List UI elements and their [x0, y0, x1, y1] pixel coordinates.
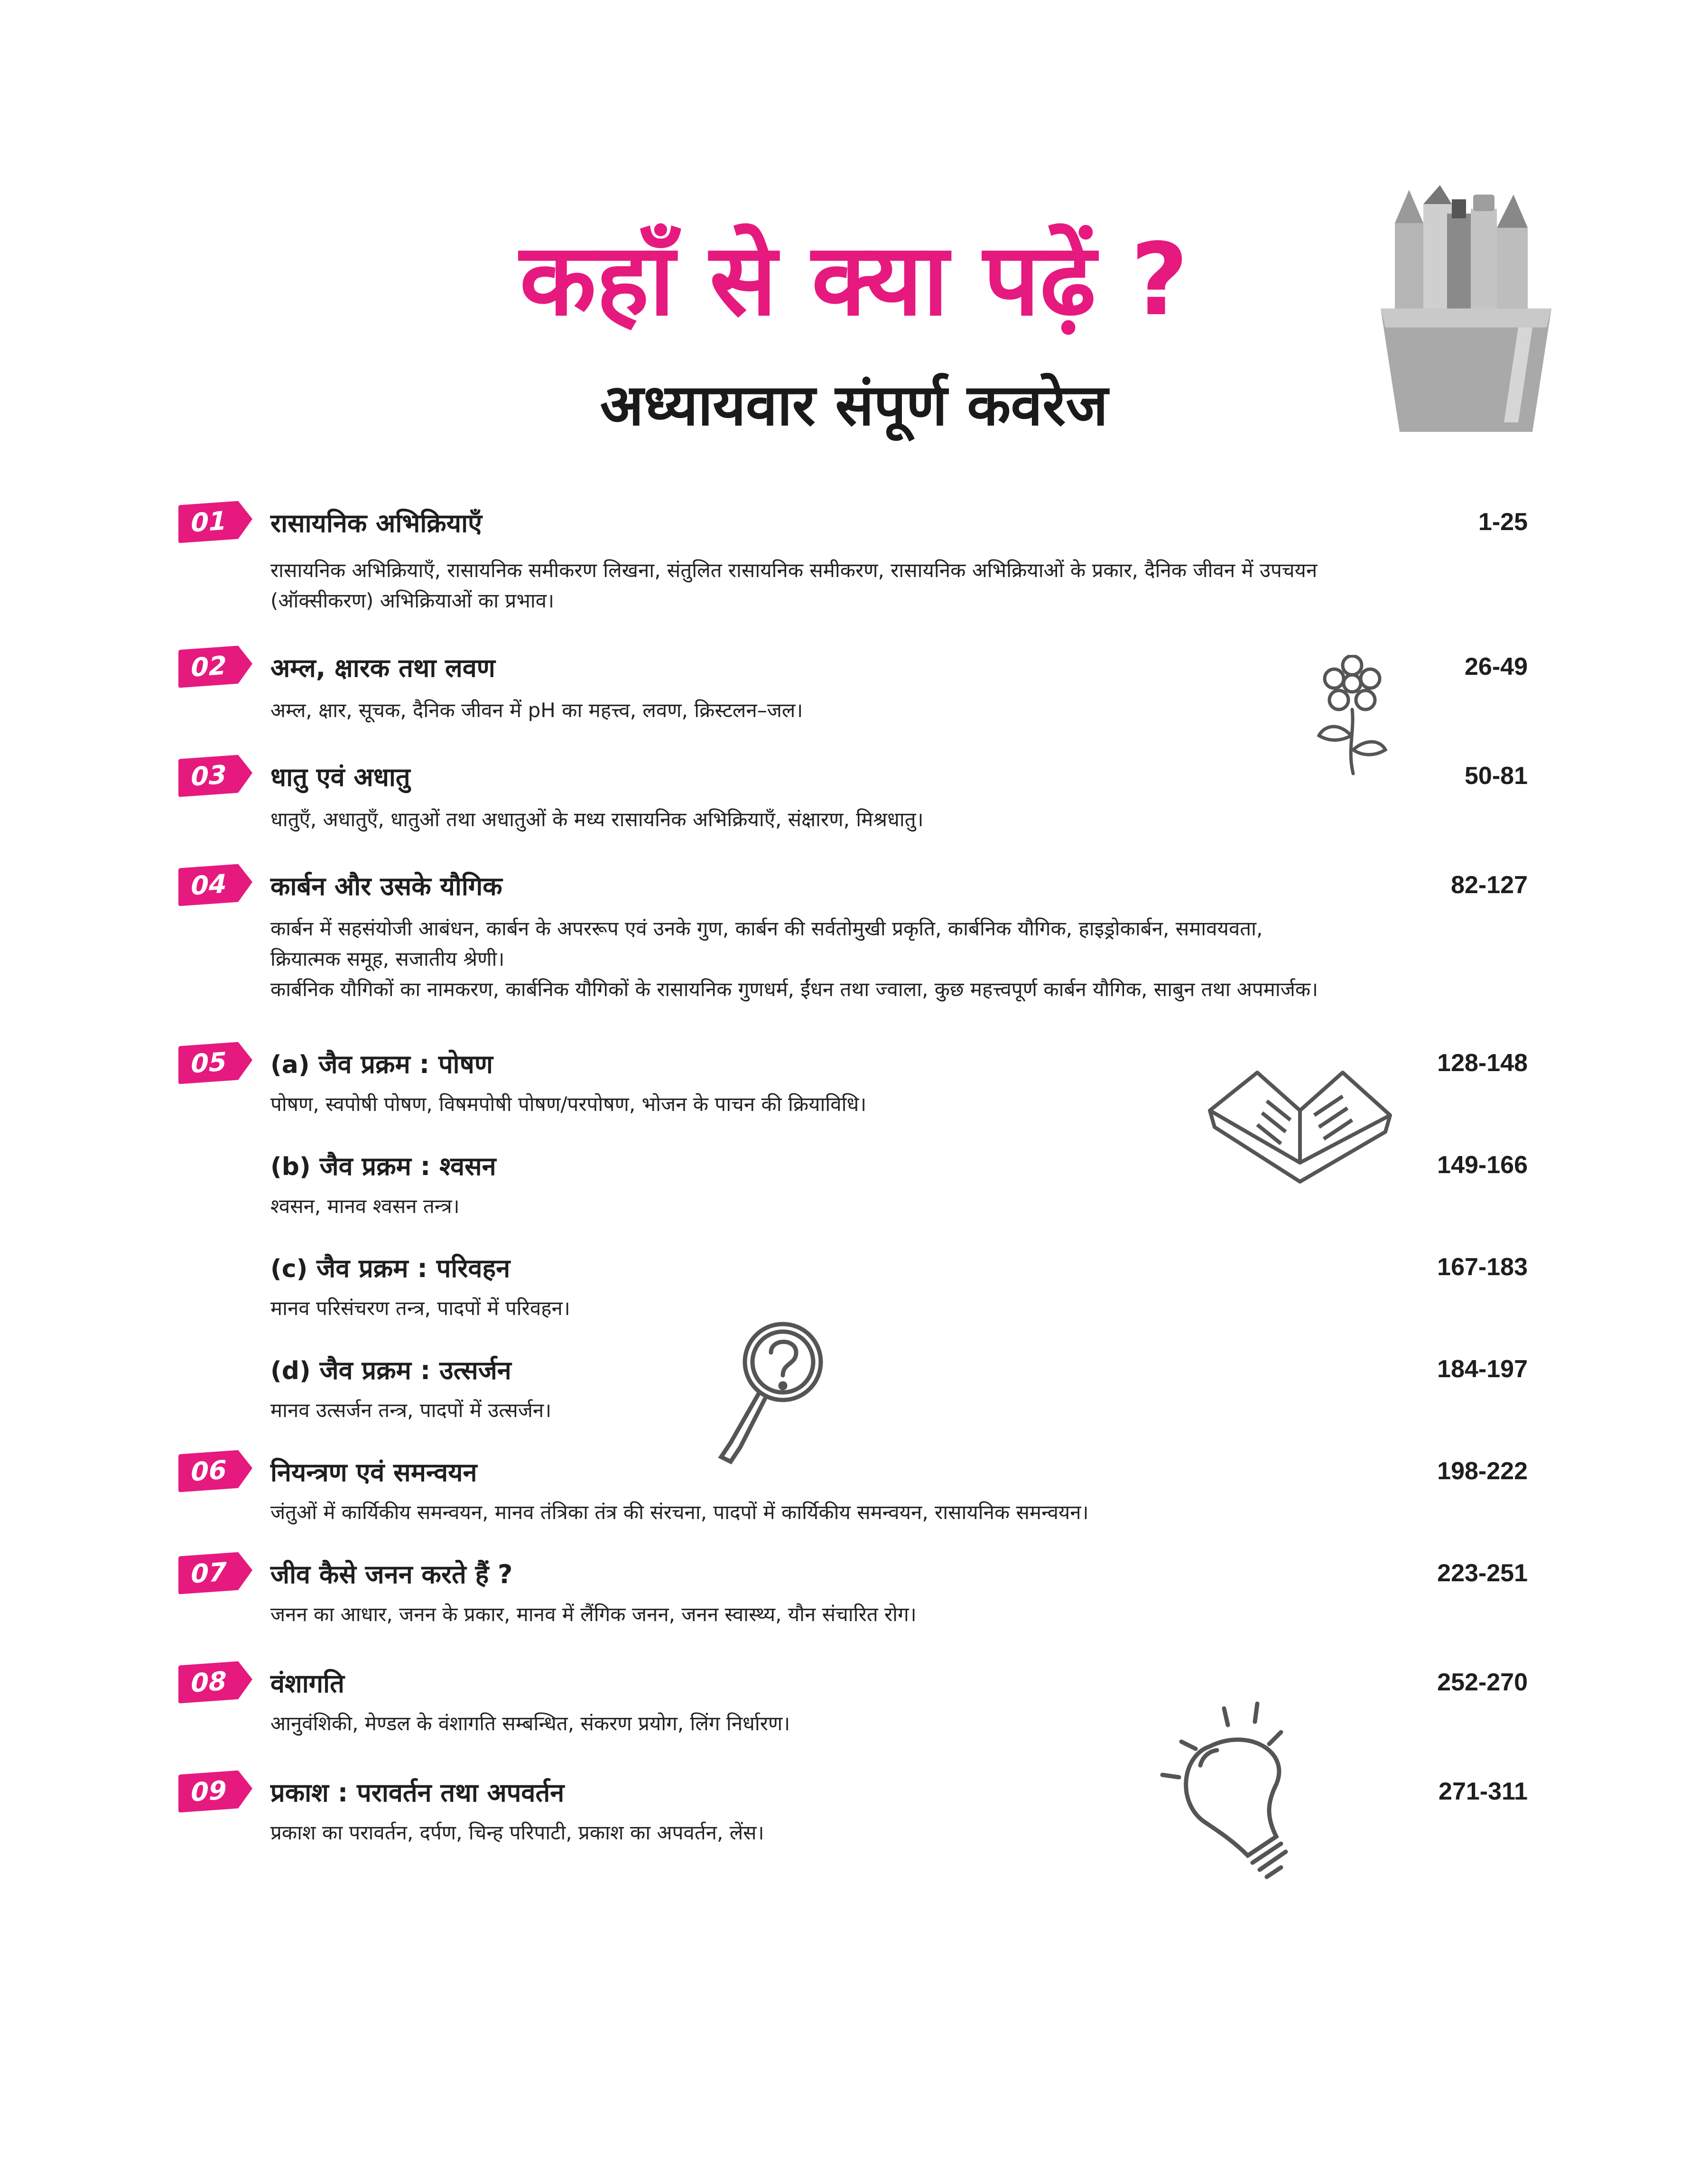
page-title: कहाँ से क्या पढ़ें ? [520, 222, 1188, 338]
section-pages: 149-166 [1437, 1151, 1528, 1179]
chapter-topics: क्रियात्मक समूह, सजातीय श्रेणी। [270, 947, 505, 970]
chapter-pages: 252-270 [1437, 1669, 1528, 1696]
chapter-title: अम्ल, क्षारक तथा लवण [270, 653, 495, 683]
chapter-topics: धातुएँ, अधातुएँ, धातुओं तथा अधातुओं के मध्य रासायनिक अभिक्रियाएँ, संक्षारण, मिश्रधातु। [270, 808, 924, 831]
chapter-pages: 271-311 [1439, 1778, 1528, 1805]
chapter-title: जीव कैसे जनन करते हैं ? [270, 1559, 513, 1589]
chapter-number-badge: 03 [178, 755, 239, 797]
chapter-pages: 223-251 [1437, 1559, 1528, 1587]
chapter-title: कार्बन और उसके यौगिक [270, 871, 502, 901]
chapter-title: प्रकाश : परावर्तन तथा अपवर्तन [270, 1778, 565, 1808]
chapter-topics: प्रकाश का परावर्तन, दर्पण, चिन्ह परिपाटी, प्रकाश का अपवर्तन, लेंस। [270, 1821, 764, 1844]
chapter-pages: 1-25 [1478, 508, 1528, 536]
chapter-number-badge: 05 [178, 1042, 239, 1084]
chapter-topics: आनुवंशिकी, मेण्डल के वंशागति सम्बन्धित, संकरण प्रयोग, लिंग निर्धारण। [270, 1712, 790, 1735]
chapter-title: नियन्त्रण एवं समन्वयन [270, 1457, 477, 1487]
section-title: (a) जैव प्रक्रम : पोषण [270, 1049, 493, 1079]
chapter-title: धातु एवं अधातु [270, 762, 410, 792]
pencil-cup-icon [1376, 185, 1556, 441]
chapter-topics: जंतुओं में कार्यिकीय समन्वयन, मानव तंत्रिका तंत्र की संरचना, पादपों में कार्यिकीय समन्वयन, रासायनिक समन्वयन। [270, 1501, 1089, 1524]
chapter-number-badge: 06 [178, 1450, 239, 1493]
chapter-title: रासायनिक अभिक्रियाएँ [270, 508, 482, 538]
chapter-topics: रासायनिक अभिक्रियाएँ, रासायनिक समीकरण लिखना, संतुलित रासायनिक समीकरण, रासायनिक अभिक्रियाओं के प्रकार, दैनिक जीवन में उपचयन [270, 559, 1318, 582]
chapter-number-badge: 02 [178, 646, 239, 688]
section-pages: 184-197 [1437, 1355, 1528, 1383]
chapter-topics: कार्बनिक यौगिकों का नामकरण, कार्बनिक यौगिकों के रासायनिक गुणधर्म, ईंधन तथा ज्वाला, कुछ महत्त्वपूर्ण कार्बन यौगिक, साबुन तथा अपमार्जक। [270, 978, 1318, 1001]
section-pages: 128-148 [1437, 1049, 1528, 1077]
section-label: (d) [270, 1357, 311, 1385]
section-title: (c) जैव प्रक्रम : परिवहन [270, 1253, 511, 1283]
section-topics: पोषण, स्वपोषी पोषण, विषमपोषी पोषण/परपोषण, भोजन के पाचन की क्रियाविधि। [270, 1092, 867, 1116]
section-label: (b) [270, 1153, 311, 1181]
chapter-pages: 50-81 [1465, 762, 1528, 790]
chapter-number-badge: 04 [178, 864, 239, 906]
chapter-number-badge: 09 [178, 1771, 239, 1813]
section-topics: मानव परिसंचरण तन्त्र, पादपों में परिवहन। [270, 1297, 570, 1320]
section-label: (a) [270, 1051, 310, 1079]
section-title: (b) जैव प्रक्रम : श्वसन [270, 1151, 496, 1181]
chapter-pages: 26-49 [1465, 653, 1528, 681]
chapter-topics: कार्बन में सहसंयोजी आबंधन, कार्बन के अपररूप एवं उनके गुण, कार्बन की सर्वतोमुखी प्रकृति, कार्बनिक यौगिक, हाइड्रोकार्बन, समावयवता, [270, 917, 1263, 940]
chapter-number-badge: 08 [178, 1661, 239, 1704]
chapter-number-badge: 01 [178, 501, 239, 543]
section-pages: 167-183 [1437, 1253, 1528, 1281]
chapter-pages: 198-222 [1437, 1457, 1528, 1485]
chapter-topics: अम्ल, क्षार, सूचक, दैनिक जीवन में pH का महत्त्व, लवण, क्रिस्टलन–जल। [270, 699, 803, 722]
section-topics: मानव उत्सर्जन तन्त्र, पादपों में उत्सर्जन। [270, 1399, 552, 1422]
chapter-number-badge: 07 [178, 1552, 239, 1595]
section-topics: श्वसन, मानव श्वसन तन्त्र। [270, 1194, 460, 1218]
chapter-topics: जनन का आधार, जनन के प्रकार, मानव में लैंगिक जनन, जनन स्वास्थ्य, यौन संचारित रोग। [270, 1603, 917, 1626]
section-label: (c) [270, 1255, 308, 1283]
chapter-pages: 82-127 [1451, 871, 1528, 899]
page-subtitle: अध्यायवार संपूर्ण कवरेज [600, 373, 1108, 438]
chapter-title: वंशागति [270, 1669, 344, 1698]
chapter-topics: (ऑक्सीकरण) अभिक्रियाओं का प्रभाव। [270, 589, 554, 612]
section-title: (d) जैव प्रक्रम : उत्सर्जन [270, 1355, 511, 1385]
